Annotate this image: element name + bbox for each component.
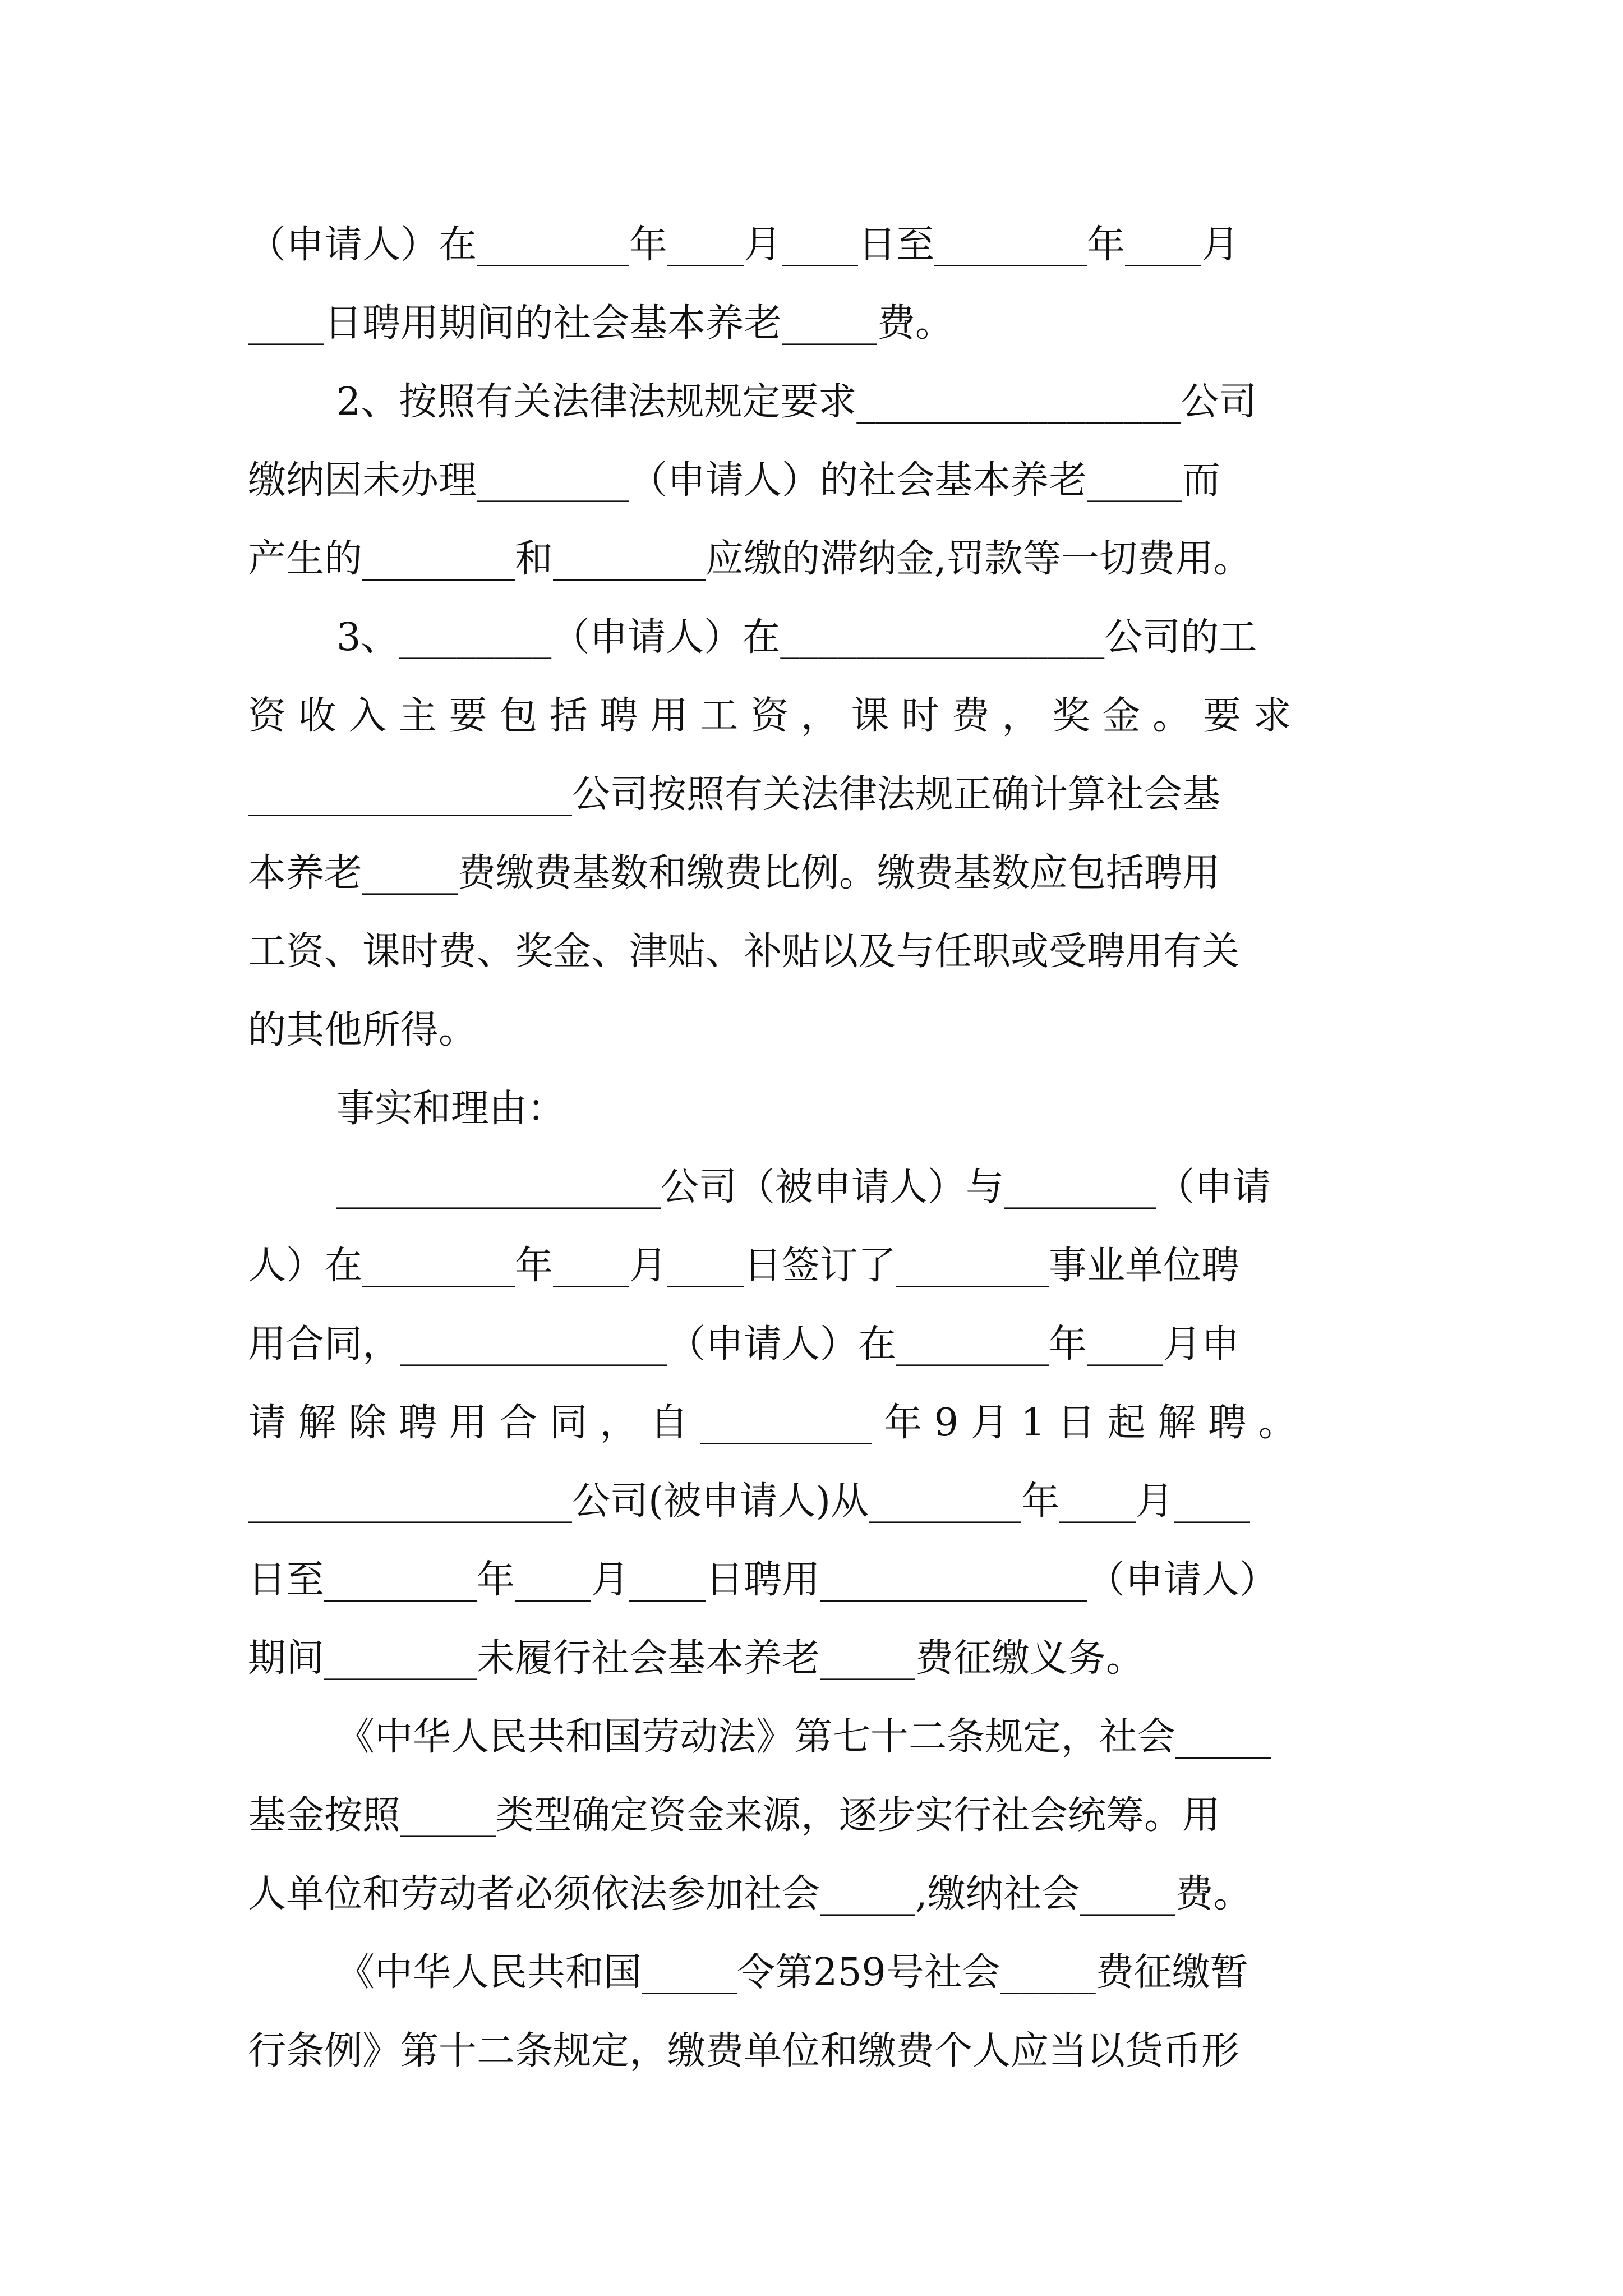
- text-line: ____日聘用期间的社会基本养老_____费。: [248, 301, 954, 346]
- section-heading: 事实和理由：: [336, 1087, 566, 1131]
- text-line: （申请人）在________年____月____日至________年____月: [248, 223, 1240, 267]
- text-line: 的其他所得。: [248, 1008, 477, 1052]
- text-line: 工资、课时费、奖金、津贴、补贴以及与任职或受聘用有关: [248, 930, 1240, 974]
- paragraph-line: 2、按照有关法律法规规定要求_________________公司: [336, 380, 1257, 424]
- text-line: 基金按照_____类型确定资金来源，逐步实行社会统筹。用: [248, 1793, 1221, 1838]
- text-line: 产生的________和________应缴的滞纳金,罚款等一切费用。: [248, 537, 1252, 581]
- text-line: 行条例》第十二条规定，缴费单位和缴费个人应当以货币形: [248, 2029, 1240, 2073]
- text-line: _________________公司按照有关法律法规正确计算社会基: [248, 772, 1221, 817]
- text-line: _________________公司(被申请人)从________年____月____: [248, 1479, 1251, 1524]
- text-line: 请 解 除 聘 用 合 同 ， 自 _________ 年 9 月 1 日 起 解 聘 。: [248, 1401, 1297, 1445]
- text-line: 日至________年____月____日聘用______________（申请人）: [248, 1558, 1278, 1602]
- text-line: 用合同，______________（申请人）在________年____月申: [248, 1322, 1240, 1366]
- text-line: 缴纳因未办理________（申请人）的社会基本养老_____而: [248, 458, 1221, 503]
- text-line: 人）在________年____月____日签订了________事业单位聘: [248, 1244, 1240, 1288]
- paragraph-line: _________________公司（被申请人）与________（申请: [336, 1165, 1271, 1209]
- text-line: 期间________未履行社会基本养老_____费征缴义务。: [248, 1636, 1145, 1681]
- paragraph-line: 3、________（申请人）在_________________公司的工: [336, 615, 1257, 660]
- text-line: 本养老_____费缴费基数和缴费比例。缴费基数应包括聘用: [248, 851, 1221, 895]
- paragraph-line: 《中华人民共和国劳动法》第七十二条规定，社会_____: [336, 1715, 1271, 1759]
- text-line: 人单位和劳动者必须依法参加社会_____,缴纳社会_____费。: [248, 1872, 1252, 1916]
- text-line: 资 收 入 主 要 包 括 聘 用 工 资 ， 课 时 费 ， 奖 金 。 要 求: [248, 694, 1292, 738]
- paragraph-line: 《中华人民共和国_____令第259号社会_____费征缴暂: [336, 1950, 1248, 1995]
